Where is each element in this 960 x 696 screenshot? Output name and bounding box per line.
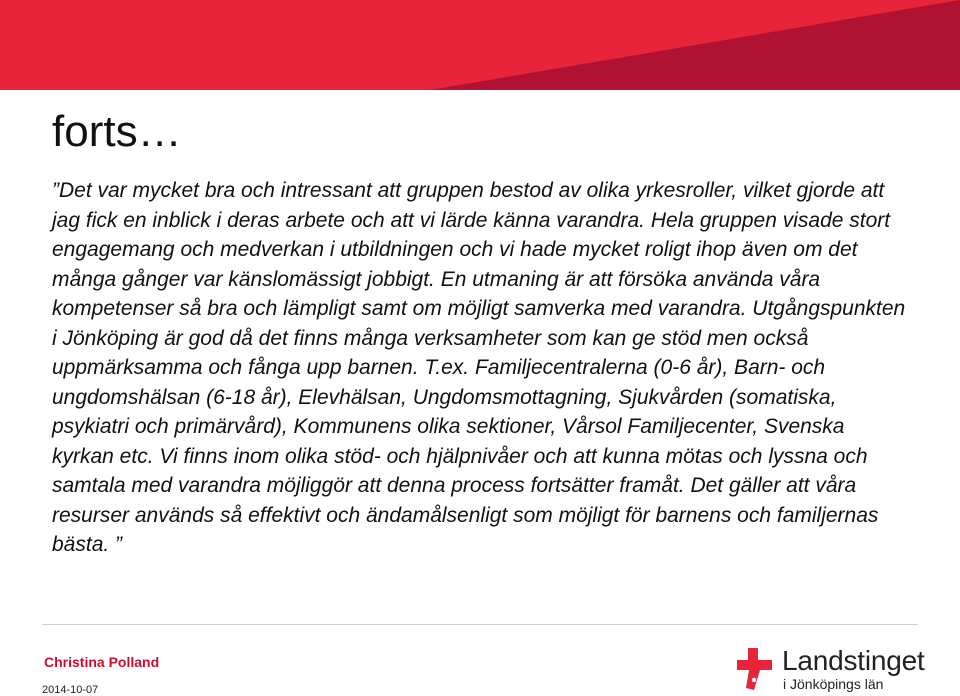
logo-subtitle: i Jönköpings län xyxy=(783,676,884,692)
header-banner-graphic xyxy=(0,0,960,90)
footer-author: Christina Polland xyxy=(44,654,160,670)
footer-divider xyxy=(42,624,918,625)
logo-name: Landstinget xyxy=(782,645,925,676)
header-banner xyxy=(0,0,960,90)
slide-body-quote: ”Det var mycket bra och intressant att gruppen bestod av olika yrkesroller, vilket gjorde att jag fick en inblick i deras arbete och att vi lärde känna varandra. Hela gruppen visade stort engagemang och medverkan i utbildningen och vi hade mycket roligt ihop även om det många gånger var känslomässigt jobbigt. En utmaning är att försöka använda våra kompetenser så bra och lämpligt samt om möjligt samverka med varandra. Utgångspunkten i Jönköping är god då det finns många verksamheter som kan ge stöd men också uppmärksamma och fånga upp barnen. T.ex. Familjecentralerna (0-6 år), Barn- och ungdomshälsan (6-18 år), Elevhälsan, Ungdomsmottagning, Sjukvården (somatiska, psykiatri och primärvård), Kommunens olika sektioner, Vårsol Familjecenter, Svenska kyrkan etc. Vi finns inom olika stöd- och hjälpnivåer och att kunna mötas och lyssna och samtala med varandra möjliggör att denna process fortsätter framåt. Det gäller att våra resurser används så effektivt och ändamålsenligt som möjligt för barnens och familjernas bästa. ” xyxy=(52,179,906,556)
footer-date: 2014-10-07 xyxy=(42,684,99,696)
organization-logo xyxy=(734,646,934,692)
red-cross-logo-icon xyxy=(734,646,776,692)
slide-title: forts… xyxy=(52,107,182,156)
